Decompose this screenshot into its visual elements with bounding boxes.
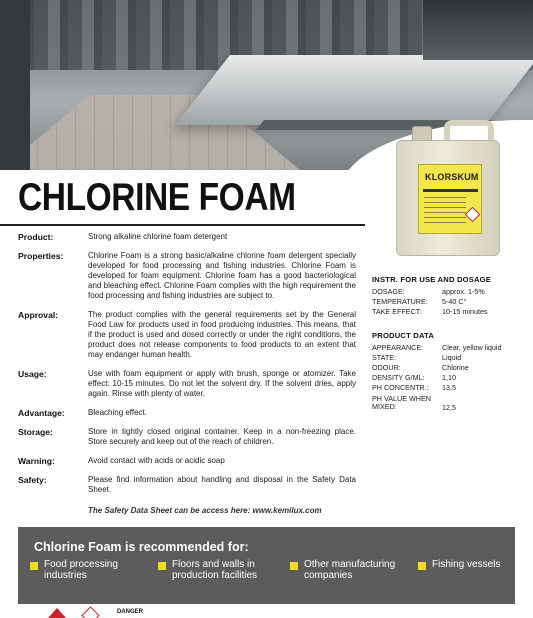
- data-row: [372, 343, 522, 353]
- data-value: Clear, yellow liquid: [442, 343, 502, 352]
- page-title: CHLORINE FOAM: [18, 176, 296, 219]
- data-key: APPEARANCE:: [372, 343, 424, 352]
- danger-signal-word: DANGER: [117, 609, 144, 615]
- yellow-square-icon: [158, 562, 166, 570]
- instr-row: [372, 297, 522, 307]
- canister-brand: KLORSKUM: [425, 172, 479, 182]
- recommended-item: [30, 559, 140, 581]
- prop-label: Storage:: [18, 427, 53, 437]
- prop-row-approval: [18, 310, 356, 360]
- data-row: [372, 353, 522, 363]
- prop-label: Product:: [18, 232, 54, 242]
- data-value: 13,5: [442, 383, 456, 392]
- prop-row-properties: [18, 251, 356, 301]
- instr-value: 5-40 C°: [442, 297, 467, 306]
- prop-text: Strong alkaline chlorine foam detergent: [88, 232, 228, 241]
- side-panel: [372, 275, 522, 413]
- hero-steel-table: [175, 55, 533, 125]
- data-value: Liquid: [442, 353, 462, 362]
- instr-value: 10-15 minutes: [442, 307, 488, 316]
- prop-text: The product complies with the general requirements set by the General Food Law for products used in food producing industries. This means, that if the product is used and dosed correctly or under the right conditions, the product does not release components to food products to an extent that may endanger human health.: [88, 310, 356, 359]
- instr-key: TAKE EFFECT:: [372, 307, 422, 316]
- prop-text: Bleaching effect.: [88, 408, 148, 417]
- data-value: 12,5: [442, 403, 456, 412]
- prop-text: Please find information about handling and disposal in the Safety Data Sheet.: [88, 475, 356, 494]
- data-key: PH VALUE WHEN MIXED:: [372, 394, 431, 411]
- canister-label: [418, 164, 482, 234]
- prop-row-product: [18, 232, 356, 242]
- recommended-item-text: Floors and walls in production facilities: [172, 559, 258, 581]
- title-rule: [0, 224, 365, 226]
- instr-row: [372, 287, 522, 297]
- data-row: [372, 395, 522, 413]
- prop-row-advantage: [18, 408, 356, 418]
- prop-text: Avoid contact with acids or acidic soap: [88, 456, 225, 465]
- data-key: ODOUR:: [372, 363, 401, 372]
- prop-label: Usage:: [18, 369, 47, 379]
- hazard-triangle-icon: [48, 608, 66, 618]
- prop-text: Store in tightly closed original container. Keep in a non-freezing place. Store securely and keep out of the reach of children.: [88, 427, 356, 446]
- properties-table: [18, 232, 356, 495]
- product-data-heading: PRODUCT DATA: [372, 331, 435, 340]
- prop-row-usage: [18, 369, 356, 399]
- prop-row-safety: [18, 475, 356, 495]
- data-key: STATE:: [372, 353, 397, 362]
- data-row: [372, 383, 522, 393]
- yellow-square-icon: [290, 562, 298, 570]
- recommended-item-text: Fishing vessels: [432, 559, 501, 570]
- recommended-item: [418, 559, 513, 570]
- prop-label: Approval:: [18, 310, 59, 320]
- instr-key: TEMPERATURE:: [372, 297, 428, 306]
- product-canister-image: [394, 120, 502, 256]
- canister-hazard-icon: [465, 207, 481, 223]
- recommended-band: [18, 527, 515, 604]
- instr-value: approx. 1-5%: [442, 287, 485, 296]
- prop-label: Safety:: [18, 475, 47, 485]
- ghs-pictogram-icon: [81, 606, 99, 618]
- instr-key: DOSAGE:: [372, 287, 405, 296]
- hero-left-shadow: [0, 0, 30, 170]
- data-row: [372, 363, 522, 373]
- data-value: 1,10: [442, 373, 456, 382]
- hero-right-shadow: [423, 0, 533, 60]
- data-row: [372, 373, 522, 383]
- prop-label: Warning:: [18, 456, 55, 466]
- recommended-item-text: Other manufacturing companies: [304, 559, 396, 581]
- data-key: PH CONCENTR.:: [372, 383, 429, 392]
- data-value: Chlorine: [442, 363, 469, 372]
- prop-text: Chlorine Foam is a strong basic/alkaline chlorine foam detergent specially developed for food processing and fishing industries. Chlorine Foam is developed for foam equipment. Chlorine foam has a good bacteriological and bleaching effect. Chlorine Foam complies with the high requirement the food processing and fishing industries are subject to.: [88, 251, 356, 300]
- data-key: DENSITY G/ML:: [372, 373, 425, 382]
- canister-label-stripe: [423, 189, 478, 192]
- yellow-square-icon: [418, 562, 426, 570]
- sds-link-note: The Safety Data Sheet can be access here: www.kemilux.com: [88, 506, 322, 515]
- prop-text: Use with foam equipment or apply with brush, sponge or atomizer. Take effect: 10-15 minutes. Do not let the solvent dry. If the solvent dries, apply again. Rinse with plenty of water.: [88, 369, 356, 398]
- instr-row: [372, 307, 522, 317]
- recommended-item-text: Food processing industries: [44, 559, 118, 581]
- yellow-square-icon: [30, 562, 38, 570]
- recommended-title: Chlorine Foam is recommended for:: [34, 540, 249, 554]
- prop-label: Advantage:: [18, 408, 65, 418]
- prop-row-warning: [18, 456, 356, 466]
- prop-row-storage: [18, 427, 356, 447]
- recommended-item: [290, 559, 410, 581]
- canister-label-text-lines: [424, 197, 466, 227]
- recommended-item: [158, 559, 278, 581]
- instructions-heading: INSTR. FOR USE AND DOSAGE: [372, 275, 492, 284]
- prop-label: Properties:: [18, 251, 64, 261]
